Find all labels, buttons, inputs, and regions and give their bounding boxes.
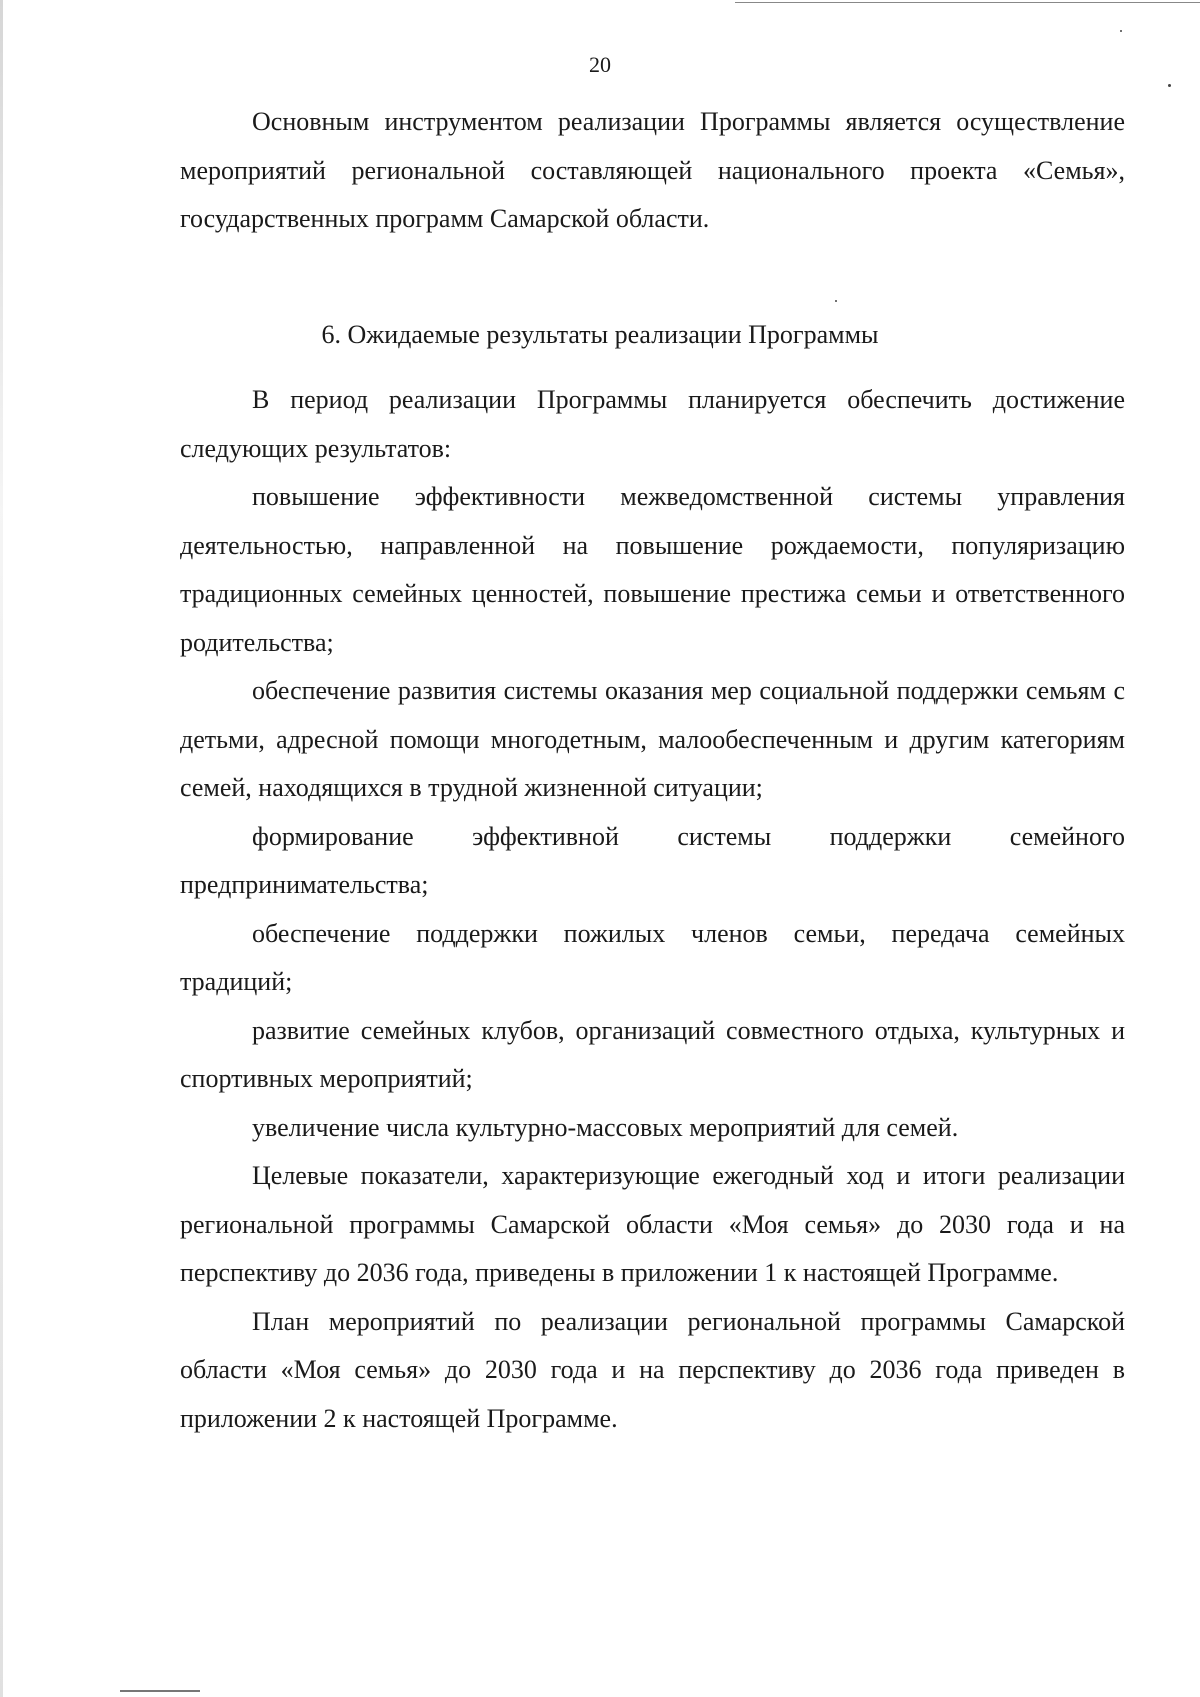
scan-edge-line-top bbox=[735, 2, 1200, 3]
section-heading: 6. Ожидаемые результаты реализации Программы bbox=[321, 320, 879, 349]
page-number: 20 bbox=[589, 52, 611, 77]
body-paragraph: увеличение числа культурно-массовых мероприятий для семей. bbox=[252, 1112, 959, 1142]
scan-speck bbox=[835, 300, 837, 302]
body-paragraph: развитие семейных клубов, организаций совместного отдыха, культурных и спортивных мероприятий; bbox=[180, 1015, 1125, 1093]
body-paragraph: В период реализации Программы планируется обеспечить достижение следующих результатов: bbox=[180, 385, 1125, 463]
intro-block bbox=[180, 98, 1125, 244]
scan-edge-line-bottom bbox=[120, 1690, 200, 1692]
body-paragraph: обеспечение развития системы оказания мер социальной поддержки семьям с детьми, адресной помощи многодетным, малообеспеченным и другим категориям семей, находящихся в трудной жизненной ситуации; bbox=[180, 676, 1125, 802]
scan-speck bbox=[1120, 30, 1122, 32]
body-paragraph: повышение эффективности межведомственной системы управления деятельностью, направленной на повышение рождаемости, популяризацию традиционных семейных ценностей, повышение престижа семьи и ответственного родительства; bbox=[180, 482, 1125, 657]
body-paragraph: обеспечение поддержки пожилых членов семьи, передача семейных традиций; bbox=[180, 918, 1125, 996]
body-text bbox=[180, 376, 1125, 1443]
scan-speck bbox=[1168, 84, 1171, 87]
scan-edge-shadow bbox=[0, 0, 3, 1697]
body-paragraph: формирование эффективной системы поддержки семейного предпринимательства; bbox=[180, 821, 1125, 899]
body-paragraph: План мероприятий по реализации региональной программы Самарской области «Моя семья» до 2030 года и на перспективу до 2036 года приведен в приложении 2 к настоящей Программе. bbox=[180, 1306, 1125, 1433]
body-paragraph: Целевые показатели, характеризующие ежегодный ход и итоги реализации региональной программы Самарской области «Моя семья» до 2030 года и на перспективу до 2036 года, приведены в приложении 1 к настоящей Программе. bbox=[180, 1161, 1125, 1287]
intro-paragraph: Основным инструментом реализации Программы является осуществление мероприятий региональной составляющей национального проекта «Семья», государственных программ Самарской области. bbox=[180, 107, 1125, 233]
